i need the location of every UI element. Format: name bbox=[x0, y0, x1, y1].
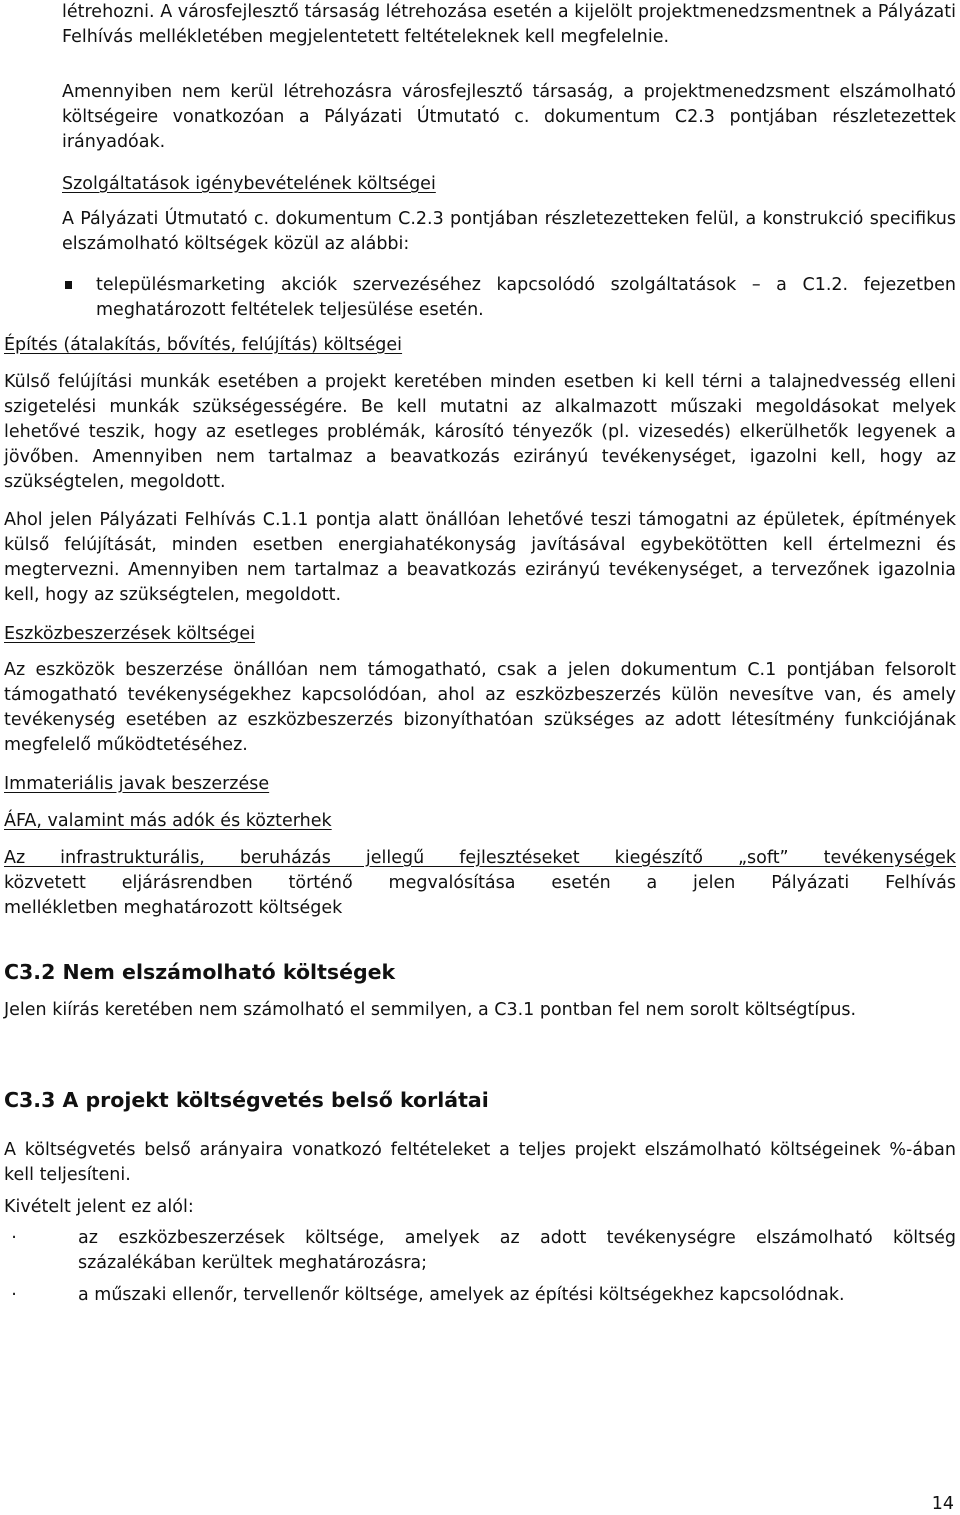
heading-epites: Építés (átalakítás, bővítés, felújítás) költségei bbox=[4, 335, 403, 355]
bullet-item-telepulesmarketing bbox=[96, 273, 956, 323]
page-number: 14 bbox=[931, 1494, 954, 1514]
paragraph-kulso-felujitas: Külső felújítási munkák esetében a projekt keretében minden esetben ki kell térni a talajnedvesség elleni szigetelési munkák szükségességére. Be kell mutatni az alkalmazott műszaki megoldásokat melyek lehetővé teszik, hogy az esetleges problémák, károsító tényezők (pl. vizesedés) elkerülhetők legyenek a jövőben. Amennyiben nem tartalmaz a beavatkozás ezirányú tevékenységet, igazolni kell, hogy az szükségtelen, megoldott. bbox=[4, 372, 956, 492]
paragraph-eszkozbeszerzes: Az eszközök beszerzése önállóan nem támogatható, csak a jelen dokumentum C.1 pontjában felsorolt támogatható tevékenységekhez kapcsolódóan, ahol az eszközbeszerzés külön nevesítve van, és amely tevékenység esetében az eszközbeszerzés bizonyíthatóan szükséges az adott létesítmény funkciójának megfelelő működtetéséhez. bbox=[4, 660, 956, 755]
paragraph-projektmenedzsment-alt: Amennyiben nem kerül létrehozásra városfejlesztő társaság, a projektmenedzsment elszámolható költségeire vonatkozóan a Pályázati Útmutató c. dokumentum C2.3 pontjában részletezettek irányadóak. bbox=[62, 82, 956, 152]
heading-afa: ÁFA, valamint más adók és közterhek bbox=[4, 811, 332, 831]
paragraph-koltsegvetes-aranyok: A költségvetés belső arányaira vonatkozó feltételeket a teljes projekt elszámolható költségeinek %-ában kell teljesíteni. bbox=[4, 1140, 956, 1185]
heading-eszkozbeszerzes: Eszközbeszerzések költségei bbox=[4, 624, 255, 644]
section-heading-c32: C3.2 Nem elszámolható költségek bbox=[4, 960, 396, 984]
list-dot-icon: · bbox=[11, 1285, 17, 1305]
heading-immaterialis: Immateriális javak beszerzése bbox=[4, 774, 270, 794]
heading-infrastrukturalis-line3: mellékletben meghatározott költségek bbox=[4, 898, 343, 918]
section-heading-c33: C3.3 A projekt költségvetés belső korlátai bbox=[4, 1088, 489, 1112]
paragraph-kivetel: Kivételt jelent ez alól: bbox=[4, 1197, 194, 1217]
list-item-text: a műszaki ellenőr, tervellenőr költsége, amelyek az építési költségekhez kapcsolódnak. bbox=[78, 1285, 845, 1305]
list-item-muszaki-ellenor bbox=[11, 1283, 956, 1308]
heading-infrastrukturalis-line1: Az infrastrukturális, beruházás jellegű fejlesztéseket kiegészítő „soft” tevékenységek bbox=[4, 848, 956, 868]
bullet-text: településmarketing akciók szervezéséhez kapcsolódó szolgáltatások – a C1.2. fejezetben meghatározott feltételek teljesülése esetén. bbox=[96, 275, 956, 320]
paragraph-szolgaltatasok: A Pályázati Útmutató c. dokumentum C.2.3 pontjában részletezetteken felül, a konstrukció specifikus elszámolható költségek közül az alábbi: bbox=[62, 209, 956, 254]
list-item-eszkozbeszerzes bbox=[11, 1226, 956, 1276]
heading-szolgaltatasok: Szolgáltatások igénybevételének költségei bbox=[62, 174, 436, 194]
list-dot-icon: · bbox=[11, 1228, 17, 1248]
paragraph-projektmenedzsment-intro: létrehozni. A városfejlesztő társaság létrehozása esetén a kijelölt projektmenedzsmentnek a Pályázati Felhívás mellékletében megjelentetett feltételeknek kell megfelelnie. bbox=[62, 2, 956, 47]
heading-infrastrukturalis-line2: közvetett eljárásrendben történő megvalósítása esetén a jelen Pályázati Felhívás bbox=[4, 873, 956, 893]
square-bullet-icon bbox=[65, 281, 72, 289]
heading-infrastrukturalis bbox=[4, 846, 956, 921]
list-item-text: az eszközbeszerzések költsége, amelyek az adott tevékenységre elszámolható költség százalékában kerültek meghatározásra; bbox=[78, 1228, 956, 1273]
paragraph-nem-elszamolhato: Jelen kiírás keretében nem számolható el semmilyen, a C3.1 pontban fel nem sorolt költségtípus. bbox=[4, 1000, 857, 1020]
paragraph-energiahatekonysag: Ahol jelen Pályázati Felhívás C.1.1 pontja alatt önállóan lehetővé teszi támogatni az épületek, építmények külső felújítását, minden esetben energiahatékonyság javításával egybekötötten kell értelmezni és megtervezni. Amennyiben nem tartalmaz a beavatkozás ezirányú tevékenységet, a tervezőnek igazolnia kell, hogy az szükségtelen, megoldott. bbox=[4, 510, 956, 605]
